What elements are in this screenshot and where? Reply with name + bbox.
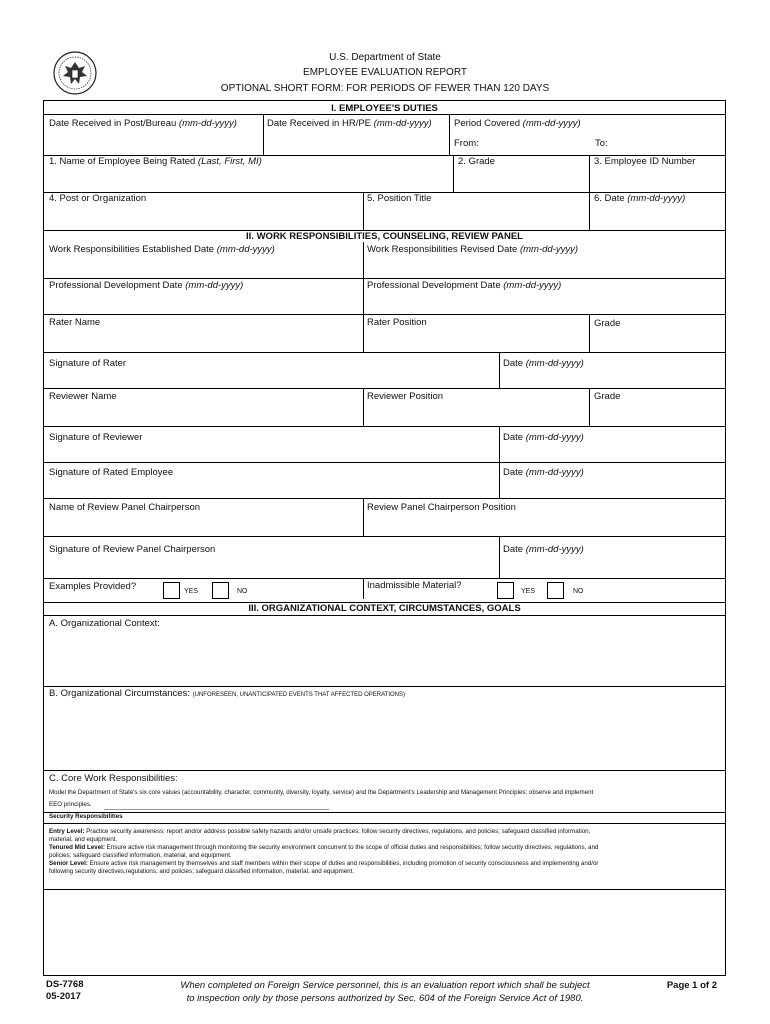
- inadmissible-yes-checkbox[interactable]: [497, 582, 514, 599]
- rater-signature-date-label: Date (mm-dd-yyyy): [503, 358, 584, 369]
- page-number: Page 1 of 2: [666, 980, 717, 991]
- examples-yes-label: YES: [184, 588, 199, 595]
- date-received-hr-label: Date Received in HR/PE (mm-dd-yyyy): [267, 118, 432, 129]
- period-from-field[interactable]: [482, 135, 592, 153]
- panel-chair-signature-label: Signature of Review Panel Chairperson: [49, 544, 216, 555]
- form-number: DS-7768: [46, 979, 84, 990]
- section-1-title: I. EMPLOYEE'S DUTIES: [331, 103, 438, 114]
- panel-chair-signature-date-label: Date (mm-dd-yyyy): [503, 544, 584, 555]
- evaluation-form: [43, 100, 726, 976]
- wr-established-date-label: Work Responsibilities Established Date (mm-dd-yyyy): [49, 244, 275, 255]
- examples-no-label: NO: [237, 588, 248, 595]
- rater-signature-label: Signature of Rater: [49, 358, 127, 369]
- org-circumstances-field[interactable]: [44, 687, 725, 769]
- date-received-post-label: Date Received in Post/Bureau (mm-dd-yyyy): [49, 118, 237, 129]
- date-label: 6. Date (mm-dd-yyyy): [594, 193, 686, 204]
- inadmissible-no-label: NO: [573, 588, 584, 595]
- org-context-label: A. Organizational Context:: [49, 618, 160, 629]
- period-to-label: To:: [595, 138, 608, 149]
- section-2-title: II. WORK RESPONSIBILITIES, COUNSELING, REVIEW PANEL: [246, 231, 523, 242]
- examples-yes-checkbox[interactable]: [163, 582, 180, 599]
- rated-employee-signature-date-label: Date (mm-dd-yyyy): [503, 467, 584, 478]
- rater-name-label: Rater Name: [49, 317, 101, 328]
- entry-level-text-2: material, and equipment.: [49, 836, 118, 843]
- employee-id-label: 3. Employee ID Number: [594, 156, 696, 167]
- senior-level-text-2: following security directives,regulations, and policies; safeguard classified information, material, and equipment.: [49, 868, 355, 875]
- reviewer-grade-label: Grade: [594, 391, 621, 402]
- mid-level-text-1: Tenured Mid Level: Ensure active risk management through monitoring the security environment concurrent to the scope of official duties and responsibilities; follow security directives, regulations, and: [49, 844, 599, 851]
- panel-chair-position-label: Review Panel Chairperson Position: [367, 502, 516, 513]
- core-work-responses-field[interactable]: [44, 890, 725, 975]
- panel-chair-name-label: Name of Review Panel Chairperson: [49, 502, 201, 513]
- inadmissible-material-label: Inadmissible Material?: [367, 580, 462, 591]
- panel-chair-signature-date-field[interactable]: [500, 537, 725, 577]
- core-work-label: C. Core Work Responsibilities:: [49, 773, 178, 784]
- rated-employee-signature-label: Signature of Rated Employee: [49, 467, 174, 478]
- rater-grade-label: Grade: [594, 318, 621, 329]
- grade-label: 2. Grade: [458, 156, 495, 167]
- org-circumstances-label: B. Organizational Circumstances: (UNFORESEEN, UNANTICIPATED EVENTS THAT AFFECTED OPERATIONS): [49, 688, 405, 699]
- panel-chair-signature-field[interactable]: [44, 537, 499, 577]
- pd-date-right-label: Professional Development Date (mm-dd-yyyy): [367, 280, 562, 291]
- rater-position-label: Rater Position: [367, 317, 427, 328]
- position-title-label: 5. Position Title: [367, 193, 432, 204]
- section-3-title: III. ORGANIZATIONAL CONTEXT, CIRCUMSTANCES, GOALS: [248, 603, 521, 614]
- security-responsibilities-title: Security Responsibilities: [49, 813, 123, 820]
- senior-level-text-1: Senior Level: Ensure active risk management by themselves and staff members within their scope of duties and responsibilities, including promotion of security consciousness and implementing and/or: [49, 860, 599, 867]
- reviewer-signature-date-label: Date (mm-dd-yyyy): [503, 432, 584, 443]
- period-to-field[interactable]: [614, 135, 722, 153]
- form-revision-date: 05-2017: [46, 991, 81, 1002]
- employee-name-label: 1. Name of Employee Being Rated (Last, First, MI): [49, 156, 262, 167]
- period-from-label: From:: [454, 138, 479, 149]
- wr-revised-date-label: Work Responsibilities Revised Date (mm-dd-yyyy): [367, 244, 579, 255]
- period-covered-label: Period Covered (mm-dd-yyyy): [454, 118, 581, 129]
- entry-level-text-1: Entry Level: Practice security awareness; report and/or address possible safety hazards and/or unsafe practices; follow security directives, regulations, and policies; safeguard classified information,: [49, 828, 591, 835]
- inadmissible-no-checkbox[interactable]: [547, 582, 564, 599]
- footer-note-line-2: to inspection only by those persons authorized by Sec. 604 of the Foreign Service Act of 1980.: [186, 993, 584, 1004]
- pd-date-left-label: Professional Development Date (mm-dd-yyyy): [49, 280, 244, 291]
- reviewer-name-label: Reviewer Name: [49, 391, 117, 402]
- core-values-text-2: EEO principles.: [49, 801, 92, 808]
- examples-no-checkbox[interactable]: [212, 582, 229, 599]
- department-name: U.S. Department of State: [329, 52, 441, 63]
- footer-note-line-1: When completed on Foreign Service personnel, this is an evaluation report which shall be subject: [180, 980, 590, 991]
- form-subtitle: OPTIONAL SHORT FORM: FOR PERIODS OF FEWER THAN 120 DAYS: [220, 83, 550, 94]
- reviewer-signature-label: Signature of Reviewer: [49, 432, 143, 443]
- mid-level-text-2: policies; safeguard classified information, material, and equipment.: [49, 852, 232, 859]
- inadmissible-yes-label: YES: [521, 588, 536, 595]
- form-title: EMPLOYEE EVALUATION REPORT: [303, 67, 467, 78]
- examples-provided-label: Examples Provided?: [49, 581, 137, 592]
- reviewer-position-label: Reviewer Position: [367, 391, 444, 402]
- post-organization-label: 4. Post or Organization: [49, 193, 147, 204]
- core-values-text-1: Model the Department of State's six core values (accountability, character, community, diversity, loyalty, service) and the Department's Leadership and Management Principles; observe and implement: [49, 789, 594, 796]
